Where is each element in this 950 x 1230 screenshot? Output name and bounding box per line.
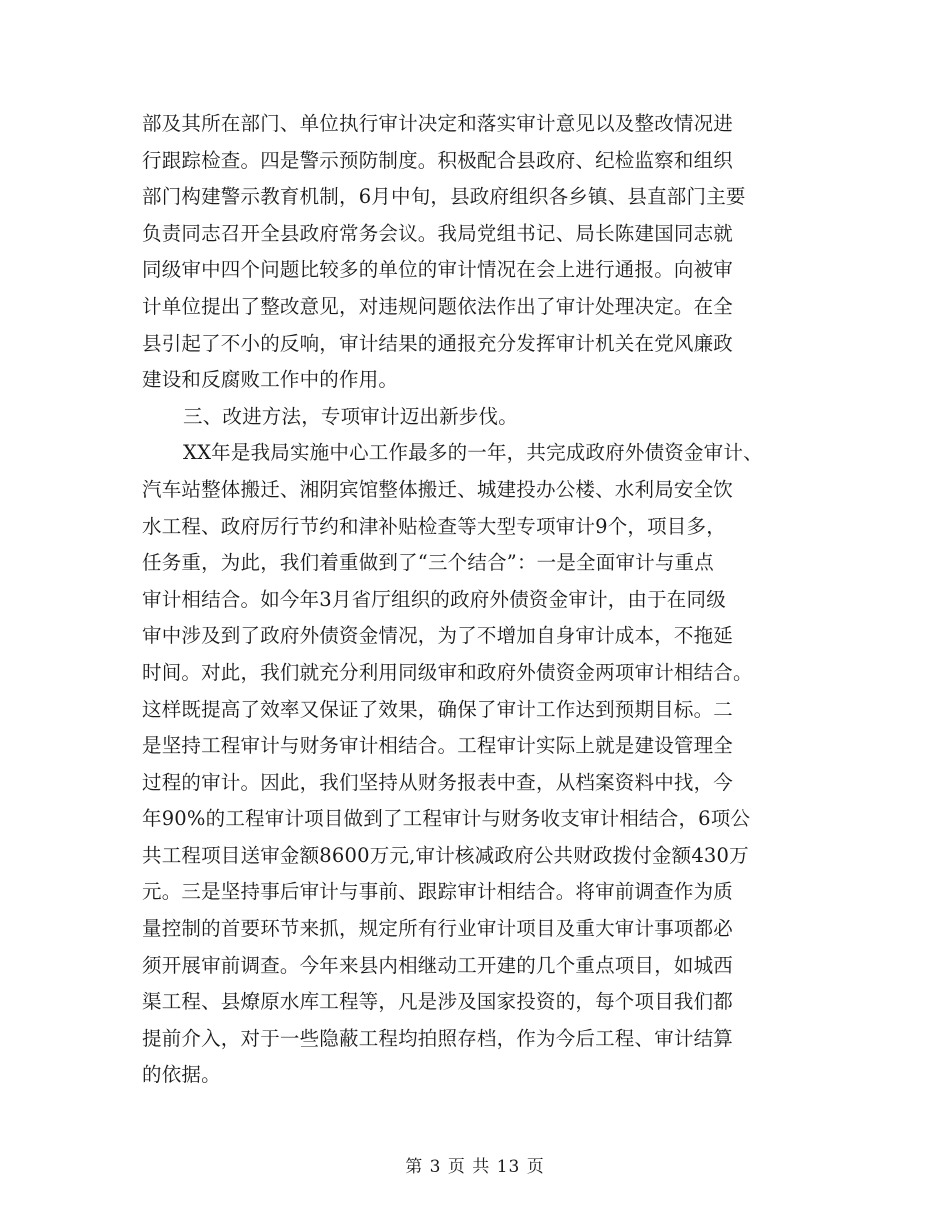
text-line: 须开展审前调查。今年来县内相继动工开建的几个重点项目，如城西 [142,953,734,977]
text-line: XX年是我局实施中心工作最多的一年，共完成政府外债资金审计、 [183,441,763,465]
text-line: 审中涉及到了政府外债资金情况，为了不增加自身审计成本，不拖延 [142,624,734,648]
text-line: 计单位提出了整改意见，对违规问题依法作出了审计处理决定。在全 [142,294,734,318]
text-line: 汽车站整体搬迁、湘阴宾馆整体搬迁、城建投办公楼、水利局安全饮 [142,477,734,501]
text-line: 年90%的工程审计项目做到了工程审计与财务收支审计相结合，6项公 [142,807,751,831]
text-line: 建设和反腐败工作中的作用。 [142,368,399,392]
text-line: 部门构建警示教育机制，6月中旬，县政府组织各乡镇、县直部门主要 [142,185,746,209]
text-line: 的依据。 [142,1063,221,1087]
text-line: 三、改进方法，专项审计迈出新步伐。 [183,404,518,428]
text-line: 共工程项目送审金额8600万元,审计核减政府公共财政拨付金额430万 [142,843,749,867]
text-line: 县引起了不小的反响，审计结果的通报充分发挥审计机关在党风廉政 [142,331,734,355]
text-line: 同级审中四个问题比较多的单位的审计情况在会上进行通报。向被审 [142,258,734,282]
text-line: 水工程、政府厉行节约和津补贴检查等大型专项审计9个，项目多， [142,514,726,538]
text-line: 过程的审计。因此，我们坚持从财务报表中查，从档案资料中找，今 [142,770,734,794]
text-line: 负责同志召开全县政府常务会议。我局党组书记、局长陈建国同志就 [142,221,734,245]
text-line: 量控制的首要环节来抓，规定所有行业审计项目及重大审计事项都必 [142,917,734,941]
text-line: 审计相结合。如今年3月省厅组织的政府外债资金审计，由于在同级 [142,587,726,611]
page-footer: 第 3 页 共 13 页 [405,1157,545,1177]
text-line: 提前介入，对于一些隐蔽工程均拍照存档，作为今后工程、审计结算 [142,1026,734,1050]
text-line: 部及其所在部门、单位执行审计决定和落实审计意见以及整改情况进 [142,112,734,135]
text-line: 任务重，为此，我们着重做到了“三个结合”：一是全面审计与重点 [142,551,714,575]
text-line: 元。三是坚持事后审计与事前、跟踪审计相结合。将审前调查作为质 [142,880,734,904]
text-line: 渠工程、县燎原水库工程等，凡是涉及国家投资的，每个项目我们都 [142,990,734,1014]
text-line: 行跟踪检查。四是警示预防制度。积极配合县政府、纪检监察和组织 [142,148,734,172]
body-text [142,106,822,1094]
text-line: 是坚持工程审计与财务审计相结合。工程审计实际上就是建设管理全 [142,734,734,758]
text-line: 时间。对此，我们就充分利用同级审和政府外债资金两项审计相结合。 [142,660,753,684]
text-line: 这样既提高了效率又保证了效果，确保了审计工作达到预期目标。二 [142,697,734,721]
